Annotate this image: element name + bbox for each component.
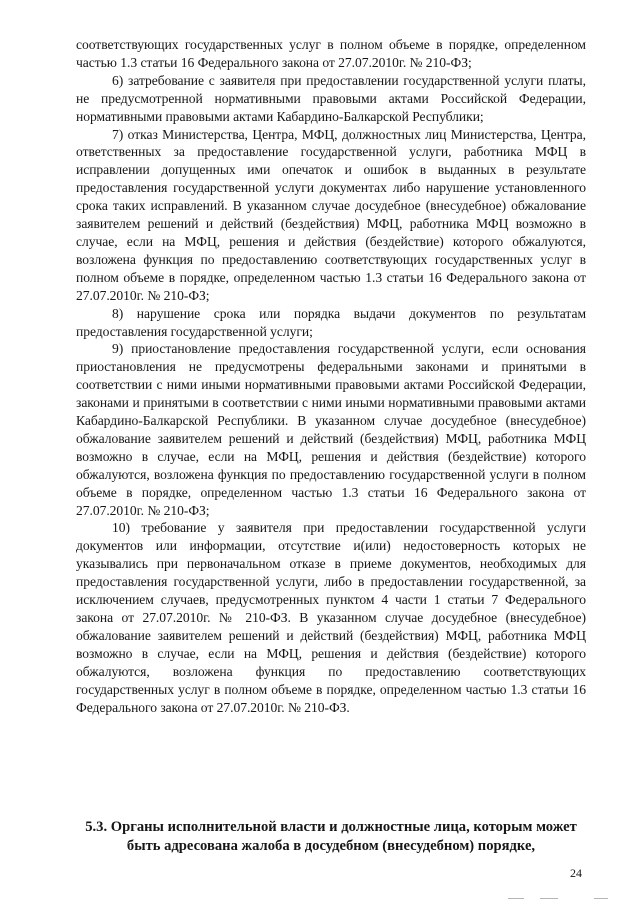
- paragraph-item-9: 9) приостановление предоставления государственной услуги, если основания приостановления не предусмотрены федеральными законами и принятыми в соответствии с ними иными нормативными правовыми актами Российской Федерации, законами и принятыми в соответствии с ними иными нормативными правовыми актами Кабардино-Балкарской Республики. В указанном случае досудебное (внесудебное) обжалование заявителем решений и действий (бездействия) МФЦ, работника МФЦ возможно в случае, если на МФЦ, решения и действия (бездействие) которого обжалуются, возложена функция по предоставлению государственной услуги в полном объеме в порядке, определенном частью 1.3 статьи 16 Федерального закона от 27.07.2010г. № 210-ФЗ;: [76, 341, 586, 518]
- paragraph-item-6: 6) затребование с заявителя при предоставлении государственной услуги платы, не предусмотренной нормативными правовыми актами Российской Федерации, нормативными правовыми актами Кабардино-Балкарской Республики;: [76, 72, 586, 124]
- paragraph-item-8: 8) нарушение срока или порядка выдачи документов по результатам предоставления государственной услуги;: [76, 305, 586, 339]
- paragraph-item-10: 10) требование у заявителя при предоставлении государственной услуги документов или информации, отсутствие и(или) недостоверность которых не указывались при первоначальном отказе в приеме документов, необходимых для предоставления государственной услуги, либо в предоставлении государственной, за исключением случаев, предусмотренных пунктом 4 части 1 статьи 7 Федерального закона от 27.07.2010г. № 210-ФЗ. В указанном случае досудебное (внесудебное) обжалование заявителем решений и действий (бездействия) МФЦ, работника МФЦ возможно в случае, если на МФЦ, решения и действия (бездействие) которого обжалуются, возложена функция по предоставлению соответствующих государственных услуг в полном объеме в порядке, определенном частью 1.3 статьи 16 Федерального закона от 27.07.2010г. № 210-ФЗ.: [76, 520, 586, 715]
- paragraph-item-7: 7) отказ Министерства, Центра, МФЦ, должностных лиц Министерства, Центра, ответственных за предоставление государственной услуги, работника МФЦ в исправлении допущенных ими опечаток и ошибок в выданных в результате предоставления государственной услуги документах либо нарушение установленного срока таких исправлений. В указанном случае досудебное (внесудебное) обжалование заявителем решений и действий (бездействия) МФЦ, работника МФЦ возможно в случае, если на МФЦ, решения и действия (бездействие) которого обжалуются, возложена функция по предоставлению соответствующих государственных услуг в полном объеме в порядке, определенном частью 1.3 статьи 16 Федерального закона от 27.07.2010г. № 210-ФЗ;: [76, 126, 586, 303]
- page-number: 24: [570, 866, 582, 880]
- scan-artifact-line: [594, 898, 608, 899]
- scan-artifact-line: [540, 898, 558, 899]
- document-body: [76, 36, 586, 716]
- paragraph-continuation: соответствующих государственных услуг в полном объеме в порядке, определенном частью 1.3 статьи 16 Федерального закона от 27.07.2010г. № 210-ФЗ;: [76, 37, 586, 70]
- section-heading: 5.3. Органы исполнительной власти и должностные лица, которым может быть адресована жалоба в досудебном (внесудебном) порядке,: [85, 819, 577, 854]
- scan-artifact-line: [508, 898, 524, 899]
